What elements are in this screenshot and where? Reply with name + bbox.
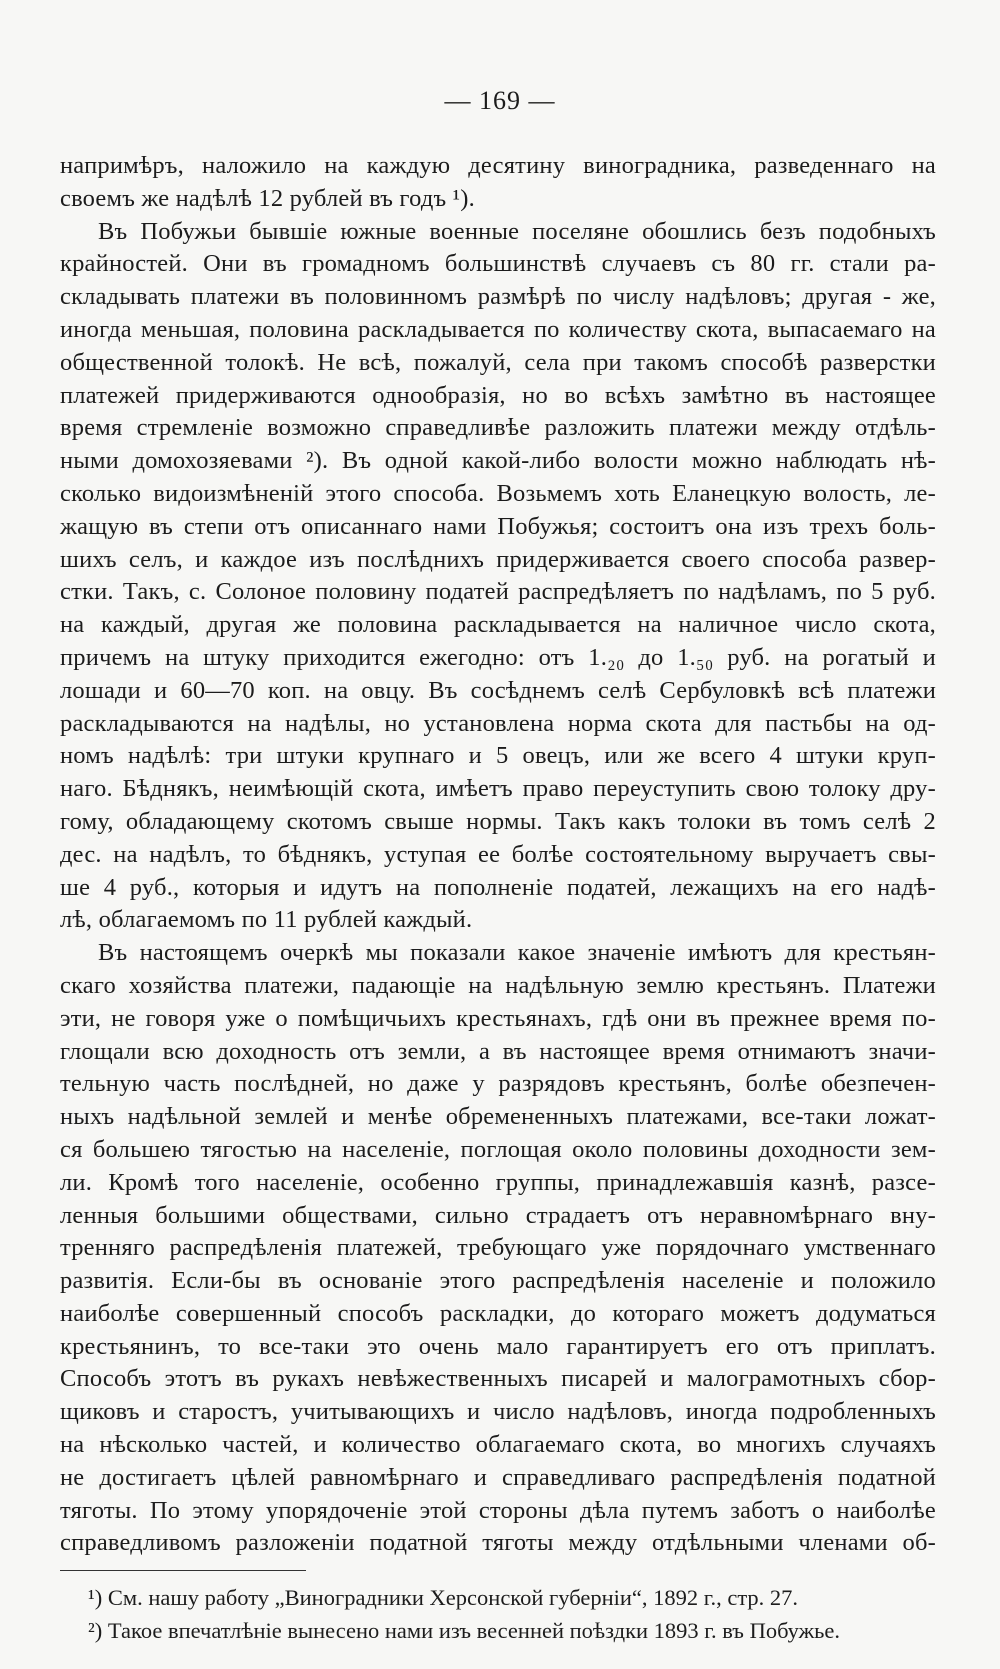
text-line: лошади и 60—70 коп. на овцу. Въ сосѣднемъ селѣ Сербуловкѣ всѣ платежи (60, 676, 936, 704)
text-line: раскладываются на надѣлы, но установлена норма скота для пастьбы на од- (60, 709, 936, 737)
text-line: ше 4 руб., которыя и идутъ на пополненіе податей, лежащихъ на его надѣ- (60, 873, 936, 901)
footnote-2: ²) Такое впечатлѣніе вынесено нами изъ весенней поѣздки 1893 г. въ Побужье. (88, 1618, 841, 1643)
text-line: ли. Кромѣ того населеніе, особенно группы, принадлежавшія казнѣ, разсе- (60, 1168, 936, 1196)
text-line: глощали всю доходность отъ земли, а въ настоящее время отнимаютъ значи- (60, 1037, 936, 1065)
text-line: наго. Бѣднякъ, неимѣющій скота, имѣетъ право переуступить свою толоку дру- (60, 775, 936, 803)
text-line: эти, не говоря уже о помѣщичьихъ крестьянахъ, гдѣ они въ прежнее время по- (60, 1004, 936, 1032)
text-line: причемъ на штуку приходится ежегодно: отъ 1.₂₀ до 1.₅₀ руб. на рогатый и (60, 643, 936, 671)
text-line: своемъ же надѣлѣ 12 рублей въ годъ ¹). (60, 184, 475, 212)
text-line: напримѣръ, наложило на каждую десятину виноградника, разведеннаго на (60, 152, 936, 179)
text-line: ными домохозяевами ²). Въ одной какой-либо волости можно наблюдать нѣ- (60, 447, 936, 475)
text-line: ныхъ надѣльной землей и менѣе обремененныхъ платежами, все-таки ложат- (60, 1103, 936, 1131)
text-line: щиковъ и старостъ, учитывающихъ и число надѣловъ, иногда подробленныхъ (60, 1398, 936, 1426)
text-line: гому, обладающему скотомъ свыше нормы. Такъ какъ толоки въ томъ селѣ 2 (60, 807, 936, 835)
text-line: тренняго распредѣленія платежей, требующаго уже порядочнаго умственнаго (60, 1234, 936, 1262)
text-line: скаго хозяйства платежи, падающіе на надѣльную землю крестьянъ. Платежи (60, 971, 936, 999)
text-line: тяготы. По этому упорядоченіе этой стороны дѣла путемъ заботъ о наиболѣе (60, 1496, 936, 1524)
page-number: — 169 — (444, 86, 556, 115)
text-line: на нѣсколько частей, и количество облагаемаго скота, во многихъ случаяхъ (60, 1431, 936, 1459)
text-line: общественной толокѣ. Не всѣ, пожалуй, села при такомъ способѣ разверстки (60, 348, 936, 376)
text-line: наиболѣе совершенный способъ раскладки, до котораго можетъ додуматься (60, 1299, 936, 1327)
text-line: дес. на надѣлъ, то бѣднякъ, уступая ее болѣе состоятельному выручаетъ свы- (60, 840, 936, 868)
text-line: ленныя большими обществами, сильно страдаетъ отъ неравномѣрнаго вну- (60, 1201, 936, 1229)
text-line: складывать платежи въ половинномъ размѣрѣ по числу надѣловъ; другая - же, (60, 283, 936, 311)
text-line: жащую въ степи отъ описаннаго нами Побужья; состоитъ она изъ трехъ боль- (60, 512, 936, 540)
text-line: номъ надѣлѣ: три штуки крупнаго и 5 овецъ, или же всего 4 штуки круп- (60, 742, 936, 770)
text-line: Способъ этотъ въ рукахъ невѣжественныхъ писарей и малограмотныхъ сбор- (60, 1365, 936, 1393)
text-line: сколько видоизмѣненій этого способа. Возьмемъ хоть Еланецкую волость, ле- (60, 479, 936, 507)
text-line: тельную часть послѣдней, но даже у разрядовъ крестьянъ, болѣе обезпечен- (60, 1070, 936, 1098)
text-line: время стремленіе возможно справедливѣе разложить платежи между отдѣль- (60, 414, 936, 442)
footnote-divider (60, 1570, 306, 1571)
body-text (60, 150, 936, 1560)
text-line: крестьянинъ, то все-таки это очень мало гарантируетъ его отъ приплатъ. (60, 1332, 936, 1360)
text-line: крайностей. Они въ громадномъ большинствѣ случаевъ съ 80 гг. стали ра- (60, 250, 936, 278)
text-line: стки. Такъ, с. Солоное половину податей распредѣляетъ по надѣламъ, по 5 руб. (60, 578, 936, 606)
paragraph-start-line: Въ Побужьи бывшіе южные военные поселяне обошлись безъ подобныхъ (98, 217, 936, 245)
footnotes (88, 1581, 948, 1647)
text-line: шихъ селъ, и каждое изъ послѣднихъ придерживается своего способа развер- (60, 545, 936, 573)
text-line: не достигаетъ цѣлей равномѣрнаго и справедливаго распредѣленія податной (60, 1463, 936, 1491)
text-line: справедливомъ разложеніи податной тяготы между отдѣльными членами об- (60, 1529, 936, 1557)
text-line: лѣ, облагаемомъ по 11 рублей каждый. (60, 906, 473, 934)
footnote-1: ¹) См. нашу работу „Виноградники Херсонской губерніи“, 1892 г., стр. 27. (88, 1585, 799, 1610)
text-line: иногда меньшая, половина раскладывается по количеству скота, выпасаемаго на (60, 315, 936, 343)
text-line: платежей придерживаются однообразія, но во всѣхъ замѣтно въ настоящее (60, 381, 936, 409)
text-line: на каждый, другая же половина раскладывается на наличное число скота, (60, 611, 936, 639)
text-line: развитія. Если-бы въ основаніе этого распредѣленія населеніе и положило (60, 1267, 936, 1295)
paragraph-start-line: Въ настоящемъ очеркѣ мы показали какое значеніе имѣютъ для крестьян- (98, 939, 936, 967)
text-line: ся большею тягостью на населеніе, поглощая около половины доходности зем- (60, 1135, 936, 1163)
